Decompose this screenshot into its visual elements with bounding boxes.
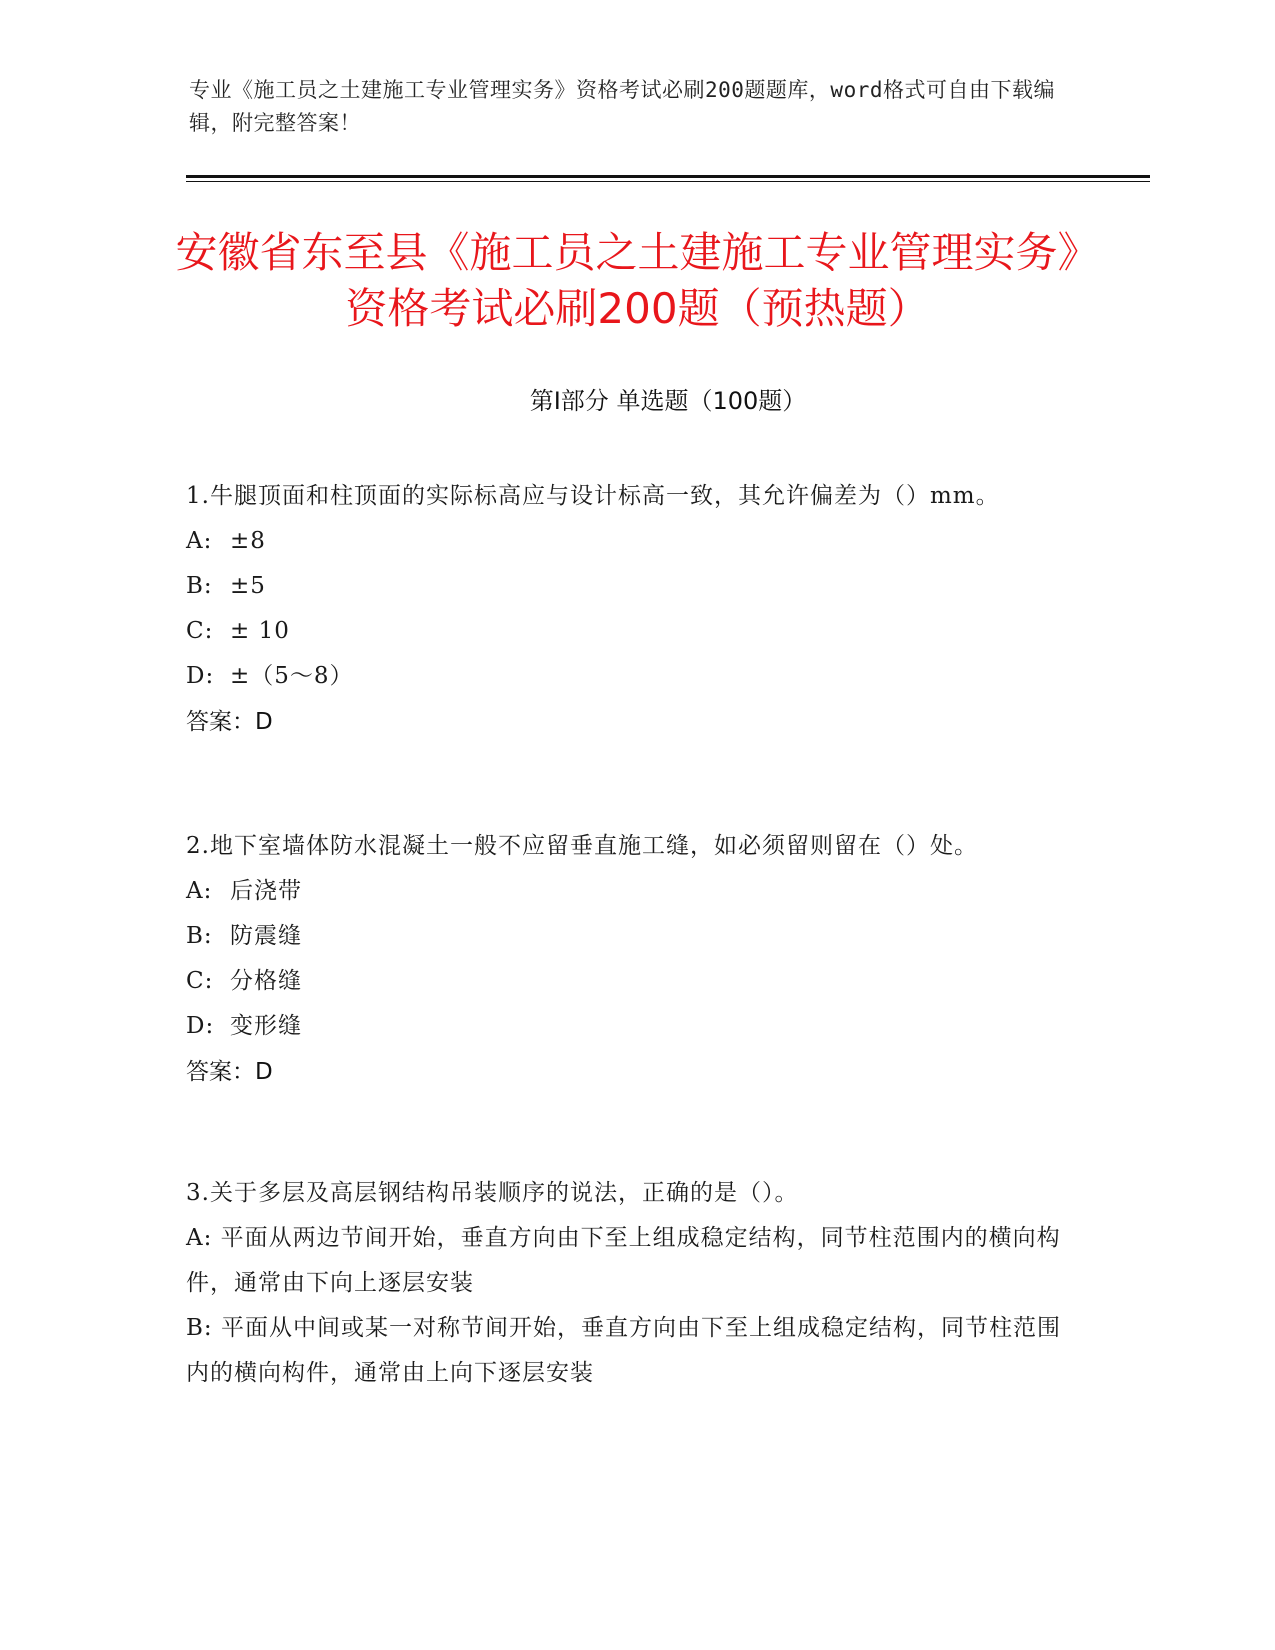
answer-line: 答案：D — [186, 709, 273, 735]
option-key: B: — [186, 573, 213, 599]
option-text: 平面从两边节间开始，垂直方向由下至上组成稳定结构，同节柱范围内的横向构件，通常由下向上逐层安装 — [186, 1225, 1061, 1296]
option-b — [186, 1306, 1066, 1396]
question-2 — [186, 823, 1066, 1095]
header-divider-thin — [186, 181, 1150, 182]
question-1 — [186, 473, 1066, 745]
header-divider-thick — [186, 175, 1150, 178]
option-text: 防震缝 — [230, 923, 302, 949]
option-key: C: — [186, 968, 214, 994]
option-b — [186, 564, 1066, 609]
option-key: A: — [186, 878, 213, 904]
option-text: ±8 — [230, 528, 266, 554]
option-text: 变形缝 — [230, 1013, 302, 1039]
document-title: 安徽省东至县《施工员之土建施工专业管理实务》资格考试必刷200题（预热题） — [175, 228, 1100, 333]
option-key: B: — [186, 1315, 213, 1341]
option-text: 平面从中间或某一对称节间开始，垂直方向由下至上组成稳定结构，同节柱范围内的横向构件，通常由上向下逐层安装 — [186, 1315, 1061, 1386]
question-stem: 2.地下室墙体防水混凝土一般不应留垂直施工缝，如必须留则留在（）处。 — [186, 833, 978, 859]
option-text: ± 10 — [230, 618, 290, 644]
question-stem: 3.关于多层及高层钢结构吊装顺序的说法，正确的是（）。 — [186, 1180, 799, 1206]
option-a — [186, 869, 1066, 914]
option-text: 后浇带 — [230, 878, 302, 904]
option-text: ±（5～8） — [230, 663, 354, 689]
option-c — [186, 959, 1066, 1004]
option-key: D: — [186, 1013, 215, 1039]
option-d — [186, 1004, 1066, 1049]
option-key: A: — [186, 1225, 213, 1251]
option-key: D: — [186, 663, 215, 689]
option-key: C: — [186, 618, 214, 644]
option-d — [186, 654, 1066, 699]
question-3 — [186, 1170, 1066, 1396]
option-key: A: — [186, 528, 213, 554]
option-a — [186, 1216, 1066, 1306]
header-note: 专业《施工员之土建施工专业管理实务》资格考试必刷200题题库，word格式可自由下载编辑，附完整答案！ — [189, 78, 1055, 135]
option-b — [186, 914, 1066, 959]
option-text: 分格缝 — [230, 968, 302, 994]
answer-line: 答案：D — [186, 1059, 273, 1085]
option-c — [186, 609, 1066, 654]
option-a — [186, 519, 1066, 564]
option-key: B: — [186, 923, 213, 949]
question-stem: 1.牛腿顶面和柱顶面的实际标高应与设计标高一致，其允许偏差为（）mm。 — [186, 483, 1000, 509]
section-heading: 第Ⅰ部分 单选题（100题） — [529, 387, 807, 415]
option-text: ±5 — [230, 573, 266, 599]
